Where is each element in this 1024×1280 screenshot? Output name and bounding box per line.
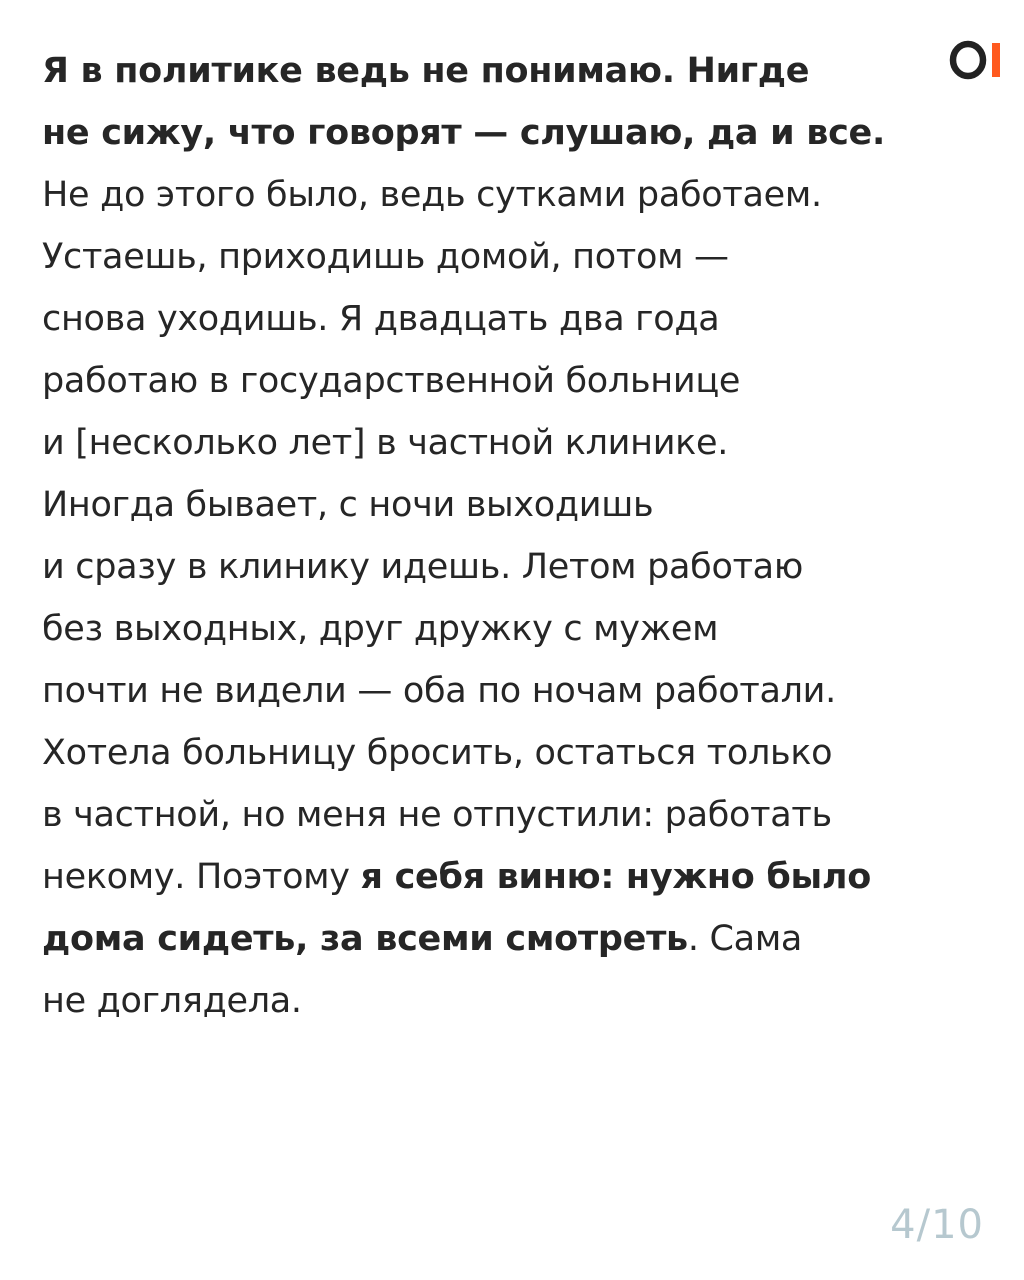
text-line bbox=[42, 412, 982, 474]
text-line bbox=[42, 226, 982, 288]
bold-text-segment: не сижу, что говорят — слушаю, да и все. bbox=[42, 113, 885, 153]
text-segment: снова уходишь. Я двадцать два года bbox=[42, 299, 720, 339]
text-segment: и [несколько лет] в частной клинике. bbox=[42, 423, 729, 463]
bold-text-segment: я себя виню: нужно было bbox=[360, 857, 871, 897]
text-line bbox=[42, 164, 982, 226]
text-line bbox=[42, 350, 982, 412]
story-text bbox=[42, 40, 982, 1032]
text-line bbox=[42, 970, 982, 1032]
text-line bbox=[42, 288, 982, 350]
text-segment: . Сама bbox=[687, 919, 803, 959]
text-line bbox=[42, 40, 982, 102]
text-line bbox=[42, 846, 982, 908]
text-segment: и сразу в клинику идешь. Летом работаю bbox=[42, 547, 803, 587]
text-line bbox=[42, 536, 982, 598]
text-line bbox=[42, 784, 982, 846]
text-segment: без выходных, друг дружку с мужем bbox=[42, 609, 719, 649]
text-segment: Устаешь, приходишь домой, потом — bbox=[42, 237, 729, 277]
text-segment: Иногда бывает, с ночи выходишь bbox=[42, 485, 654, 525]
text-segment: работаю в государственной больнице bbox=[42, 361, 741, 401]
text-line bbox=[42, 598, 982, 660]
text-segment: почти не видели — оба по ночам работали. bbox=[42, 671, 836, 711]
bold-text-segment: дома сидеть, за всеми смотреть bbox=[42, 919, 688, 959]
text-line bbox=[42, 102, 982, 164]
text-segment: не доглядела. bbox=[42, 981, 302, 1021]
text-segment: Хотела больницу бросить, остаться только bbox=[42, 733, 833, 773]
text-segment: в частной, но меня не отпустили: работать bbox=[42, 795, 832, 835]
text-segment: некому. Поэтому bbox=[42, 857, 361, 897]
text-line bbox=[42, 722, 982, 784]
bold-text-segment: Я в политике ведь не понимаю. Нигде bbox=[42, 51, 810, 91]
text-line bbox=[42, 908, 982, 970]
text-segment: Не до этого было, ведь сутками работаем. bbox=[42, 175, 822, 215]
page-counter: 4/10 bbox=[890, 1202, 984, 1248]
text-line bbox=[42, 660, 982, 722]
text-line bbox=[42, 474, 982, 536]
